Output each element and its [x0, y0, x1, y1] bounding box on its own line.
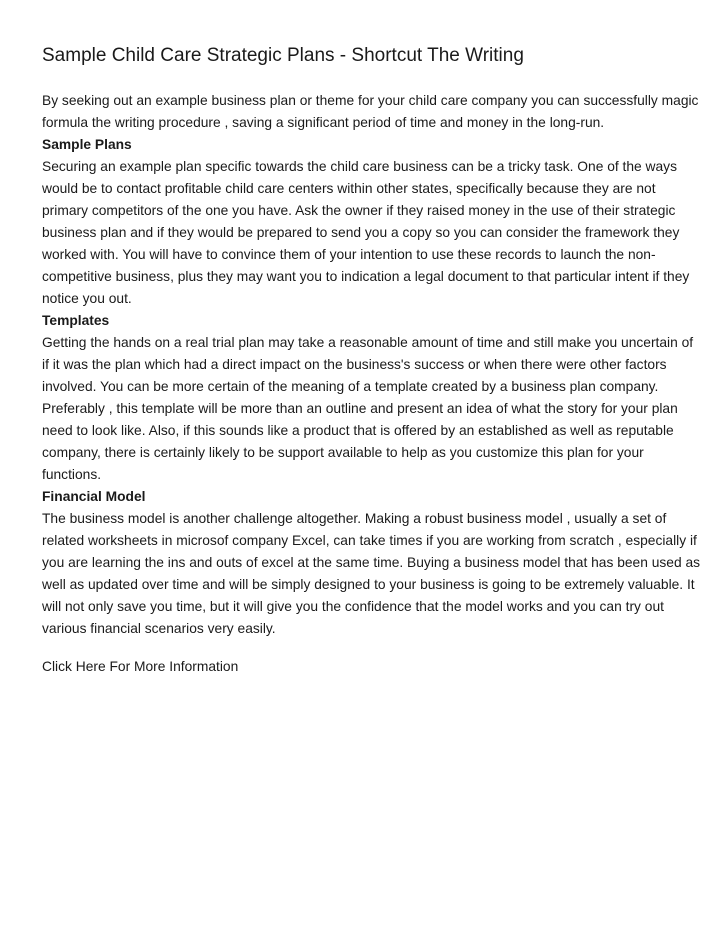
more-information-link[interactable]: Click Here For More Information [42, 659, 239, 674]
section-heading-templates: Templates [42, 313, 110, 328]
section-body-sample-plans: Securing an example plan specific towards the child care business can be a tricky task. One of the ways would be to contact profitable child care centers within other states, specifically because they are not primary competitors of the one you have. Ask the owner if they raised money in the use of their strategic business plan and if they would be prepared to send you a copy so you can consider the framework they worked with. You will have to convince them of your intention to use these records to launch the non-competitive business, plus they may want you to indication a legal document to that particular intent if they notice you out. [42, 159, 690, 306]
section-body-financial-model: The business model is another challenge altogether. Making a robust business model , usually a set of related worksheets in microsof company Excel, can take times if you are working from scratch , especially if you are learning the ins and outs of excel at the same time. Buying a business model that has been used as well as updated over time and will be simply designed to your business is going to be extremely valuable. It will not only save you time, but it will give you the confidence that the model works and you can try out various financial scenarios very easily. [42, 511, 701, 636]
section-heading-financial-model: Financial Model [42, 489, 146, 504]
section-body-templates: Getting the hands on a real trial plan may take a reasonable amount of time and still make you uncertain of if it was the plan which had a direct impact on the business's success or when there were other factors involved. You can be more certain of the meaning of a template created by a business plan company. Preferably , this template will be more than an outline and present an idea of what the story for your plan need to look like. Also, if this sounds like a product that is offered by an established as well as reputable company, there is certainly likely to be support available to help as you customize this plan for your functions. [42, 335, 694, 482]
section-heading-sample-plans: Sample Plans [42, 137, 132, 152]
document-title: Sample Child Care Strategic Plans - Shortcut The Writing [42, 45, 524, 66]
intro-paragraph: By seeking out an example business plan or theme for your child care company you can successfully magic formula the writing procedure , saving a significant period of time and money in the long-run. [42, 93, 699, 130]
